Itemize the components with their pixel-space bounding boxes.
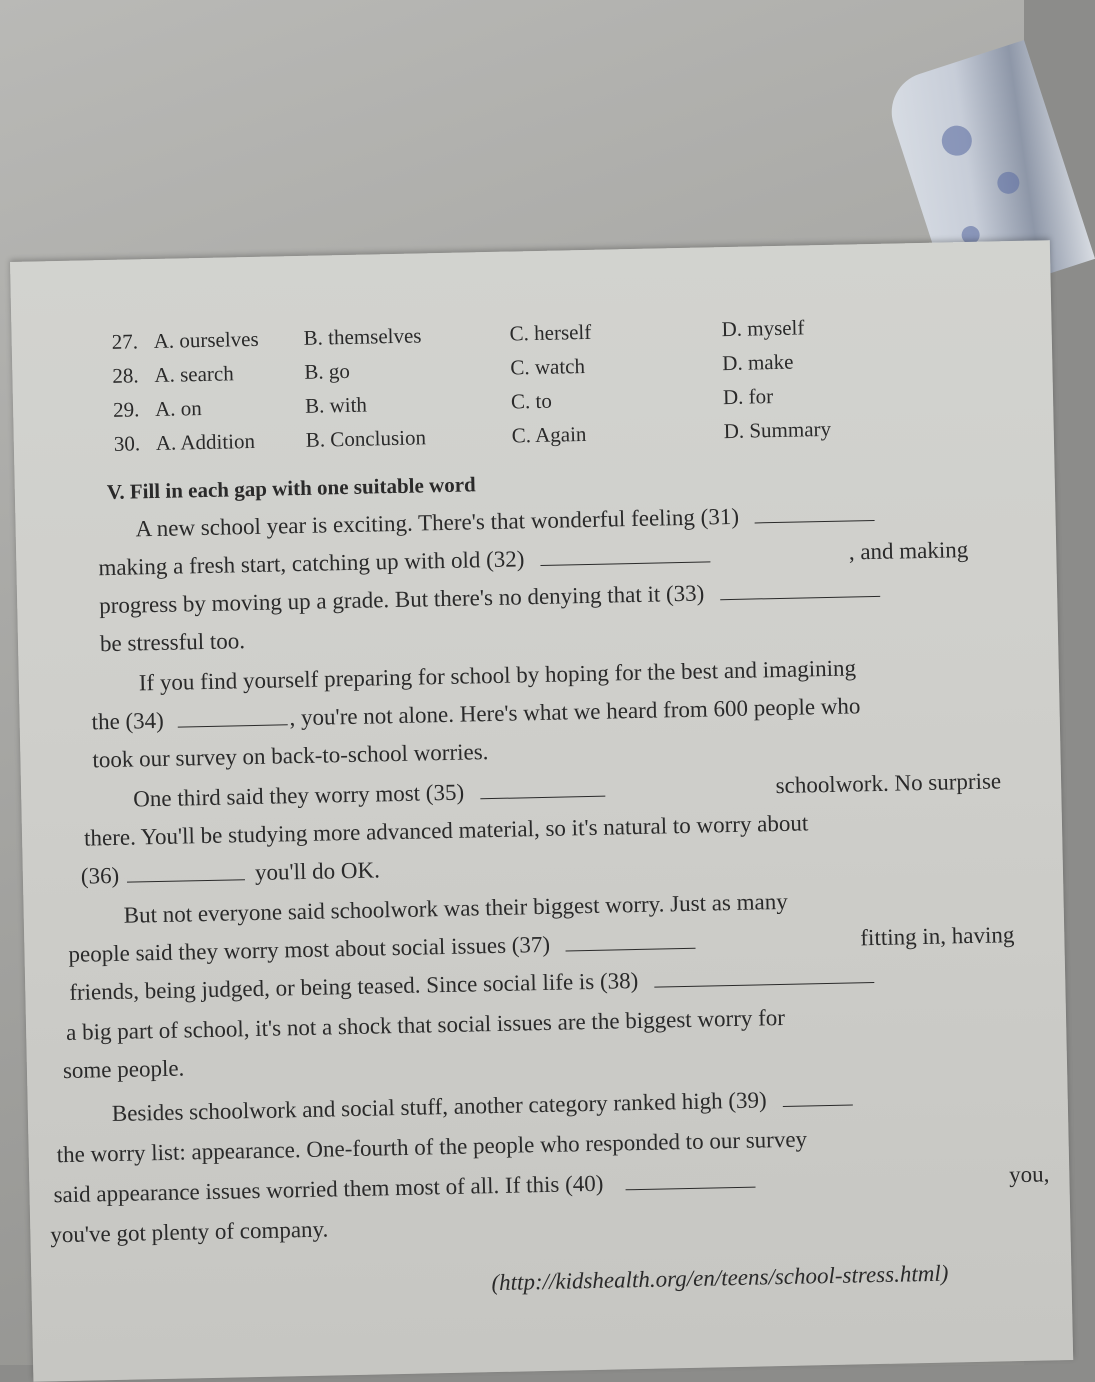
option-b: B. Conclusion (305, 425, 427, 452)
option-a: A. on (154, 396, 203, 421)
option-c: C. to (510, 388, 553, 414)
option-c: C. herself (509, 319, 592, 346)
blank-34 (177, 702, 287, 727)
passage-text: you, (1008, 1161, 1050, 1188)
passage-text-group (98, 539, 710, 584)
passage-text: A new school year is exciting. There's that wonderful feeling (31) (135, 503, 740, 542)
question-number: 27. (111, 329, 139, 354)
blank-36 (127, 857, 245, 882)
passage-line-15 (63, 1053, 185, 1088)
passage-line-4 (100, 625, 246, 660)
blank-33 (720, 574, 880, 600)
passage-text: progress by moving up a grade. But there's no denying that it (33) (98, 580, 705, 619)
passage-line-10 (81, 854, 381, 892)
option-b: B. with (304, 392, 368, 418)
worksheet-page (10, 240, 1073, 1382)
passage-text: But not everyone said schoolwork was their biggest worry. Just as many (123, 888, 788, 928)
passage-line-7 (92, 736, 489, 776)
option-c: C. watch (510, 353, 586, 380)
blank-39 (782, 1083, 852, 1107)
passage-text: people said they worry most about social issues (37) (68, 931, 551, 967)
passage-text-group (68, 926, 696, 971)
passage-text: Besides schoolwork and social stuff, another category ranked high (39) (111, 1087, 767, 1127)
passage-text: some people. (62, 1055, 185, 1084)
blank-35 (480, 774, 605, 800)
passage-text: (36) (80, 862, 120, 889)
option-a: A. search (154, 361, 234, 387)
passage-text: the (34) (91, 707, 165, 735)
blank-32 (540, 539, 710, 566)
passage-text: fitting in, having (860, 922, 1015, 951)
option-b: B. themselves (303, 323, 422, 350)
passage-text: be stressful too. (99, 628, 246, 657)
passage-text: If you find yourself preparing for school by hoping for the best and imagining (138, 655, 857, 696)
passage-text: , you're not alone. Here's what we heard from 600 people who (289, 693, 861, 731)
blank-31 (754, 498, 874, 524)
section-heading: V. Fill in each gap with one suitable word (106, 472, 476, 505)
option-b: B. go (304, 358, 351, 384)
passage-text: there. You'll be studying more advanced material, so it's natural to worry about (83, 810, 809, 851)
passage-text: you'll do OK. (254, 857, 381, 886)
option-d: D. Summary (723, 416, 832, 444)
passage-line-8 (133, 765, 1001, 815)
option-a: A. ourselves (153, 326, 259, 354)
source-citation: (http://kidshealth.org/en/teens/school-stress.html) (491, 1260, 949, 1296)
bottle-pattern-dot (938, 122, 976, 160)
option-d: D. make (722, 349, 794, 376)
passage-text: , and making (848, 536, 969, 565)
option-c: C. Again (511, 421, 587, 448)
passage-text: schoolwork. No surprise (775, 768, 1002, 799)
blank-40 (625, 1165, 755, 1191)
passage-text: took our survey on back-to-school worries. (92, 739, 489, 773)
passage-text: One third said they worry most (35) (133, 779, 465, 812)
passage-text: a big part of school, it's not a shock that social issues are the biggest worry for (65, 1004, 786, 1045)
passage-line-16 (112, 1083, 853, 1131)
blank-38 (654, 960, 874, 988)
blank-37 (565, 926, 695, 952)
passage-text: friends, being judged, or being teased. Since social life is (38) (69, 968, 639, 1005)
passage-text: said appearance issues worried them most of all. If this (40) (53, 1170, 604, 1208)
question-number: 29. (112, 397, 140, 422)
passage-text: you've got plenty of company. (50, 1216, 329, 1248)
option-a: A. Addition (155, 428, 256, 455)
passage-text-group (53, 1165, 755, 1212)
passage-line-19 (50, 1214, 329, 1252)
option-d: D. myself (721, 315, 805, 342)
option-d: D. for (722, 384, 774, 410)
bottle-pattern-dot (995, 169, 1023, 197)
worksheet-content (10, 240, 1073, 1382)
passage-text-group (133, 774, 605, 816)
question-number: 30. (113, 431, 141, 456)
passage-text: making a fresh start, catching up with old (32) (98, 546, 525, 581)
question-number: 28. (112, 363, 139, 388)
passage-text: the worry list: appearance. One-fourth of the people who responded to our survey (56, 1126, 808, 1168)
passage-line-9 (84, 807, 809, 854)
passage-line-17 (56, 1124, 807, 1172)
